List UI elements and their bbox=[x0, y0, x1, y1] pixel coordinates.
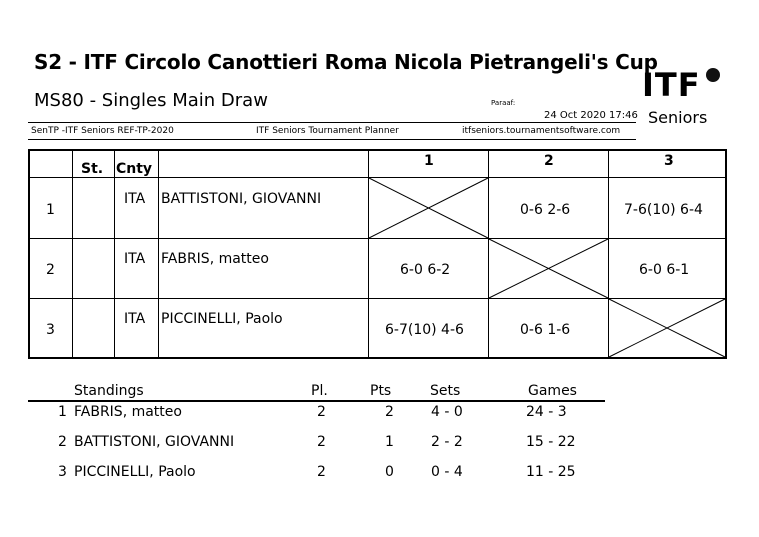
player-name: BATTISTONI, GIOVANNI bbox=[161, 191, 322, 207]
player-position: 3 bbox=[46, 322, 55, 338]
itf-seniors-logo bbox=[636, 60, 718, 130]
standings-header-sets: Sets bbox=[430, 383, 461, 399]
col-header-1: 1 bbox=[424, 153, 434, 169]
meta-software-ref: SenTP -ITF Seniors REF-TP-2020 bbox=[31, 126, 174, 136]
paraaf-label: Paraaf: bbox=[491, 99, 516, 107]
match-score: 0-6 1-6 bbox=[520, 322, 571, 338]
standings-player-name: FABRIS, matteo bbox=[74, 404, 182, 420]
print-datetime: 24 Oct 2020 17:46 bbox=[544, 110, 638, 121]
standings-games: 15 - 22 bbox=[526, 434, 576, 450]
meta-website: itfseniors.tournamentsoftware.com bbox=[462, 126, 621, 136]
standings-rank: 3 bbox=[58, 464, 67, 480]
standings-player-name: PICCINELLI, Paolo bbox=[74, 464, 196, 480]
standings-points: 0 bbox=[385, 464, 394, 480]
player-country: ITA bbox=[124, 251, 146, 267]
standings-header-name: Standings bbox=[74, 383, 144, 399]
standings-divider bbox=[28, 400, 605, 402]
meta-planner: ITF Seniors Tournament Planner bbox=[256, 126, 399, 136]
standings-rank: 2 bbox=[58, 434, 67, 450]
standings-played: 2 bbox=[317, 404, 326, 420]
standings-rank: 1 bbox=[58, 404, 67, 420]
standings-header-points: Pts bbox=[370, 383, 392, 399]
standings-sets: 0 - 4 bbox=[431, 464, 463, 480]
col-header-country: Cnty bbox=[116, 161, 153, 177]
header-divider-bottom bbox=[28, 139, 636, 140]
col-header-2: 2 bbox=[544, 153, 554, 169]
standings-header-games: Games bbox=[528, 383, 577, 399]
standings-sets: 2 - 2 bbox=[431, 434, 463, 450]
round-robin-grid bbox=[28, 149, 727, 359]
col-header-status: St. bbox=[81, 161, 104, 177]
match-score: 7-6(10) 6-4 bbox=[624, 202, 703, 218]
standings-header-played: Pl. bbox=[311, 383, 328, 399]
logo-itf-text: ITF bbox=[642, 66, 701, 104]
player-position: 2 bbox=[46, 262, 55, 278]
header-divider-top bbox=[28, 122, 636, 123]
col-header-3: 3 bbox=[664, 153, 674, 169]
player-country: ITA bbox=[124, 191, 146, 207]
standings-games: 24 - 3 bbox=[526, 404, 567, 420]
match-score: 0-6 2-6 bbox=[520, 202, 571, 218]
match-score: 6-0 6-1 bbox=[639, 262, 690, 278]
standings-played: 2 bbox=[317, 464, 326, 480]
page-title: S2 - ITF Circolo Canottieri Roma Nicola Pietrangeli's Cup bbox=[34, 50, 658, 74]
standings-player-name: BATTISTONI, GIOVANNI bbox=[74, 434, 235, 450]
match-score: 6-7(10) 4-6 bbox=[385, 322, 464, 338]
player-name: PICCINELLI, Paolo bbox=[161, 311, 283, 327]
player-name: FABRIS, matteo bbox=[161, 251, 269, 267]
standings-played: 2 bbox=[317, 434, 326, 450]
logo-seniors-text: Seniors bbox=[648, 108, 708, 127]
tennis-ball-icon bbox=[706, 68, 720, 82]
standings-points: 1 bbox=[385, 434, 394, 450]
draw-subtitle: MS80 - Singles Main Draw bbox=[34, 90, 268, 111]
player-country: ITA bbox=[124, 311, 146, 327]
player-position: 1 bbox=[46, 202, 55, 218]
standings-sets: 4 - 0 bbox=[431, 404, 463, 420]
standings-points: 2 bbox=[385, 404, 394, 420]
match-score: 6-0 6-2 bbox=[400, 262, 451, 278]
standings-games: 11 - 25 bbox=[526, 464, 576, 480]
